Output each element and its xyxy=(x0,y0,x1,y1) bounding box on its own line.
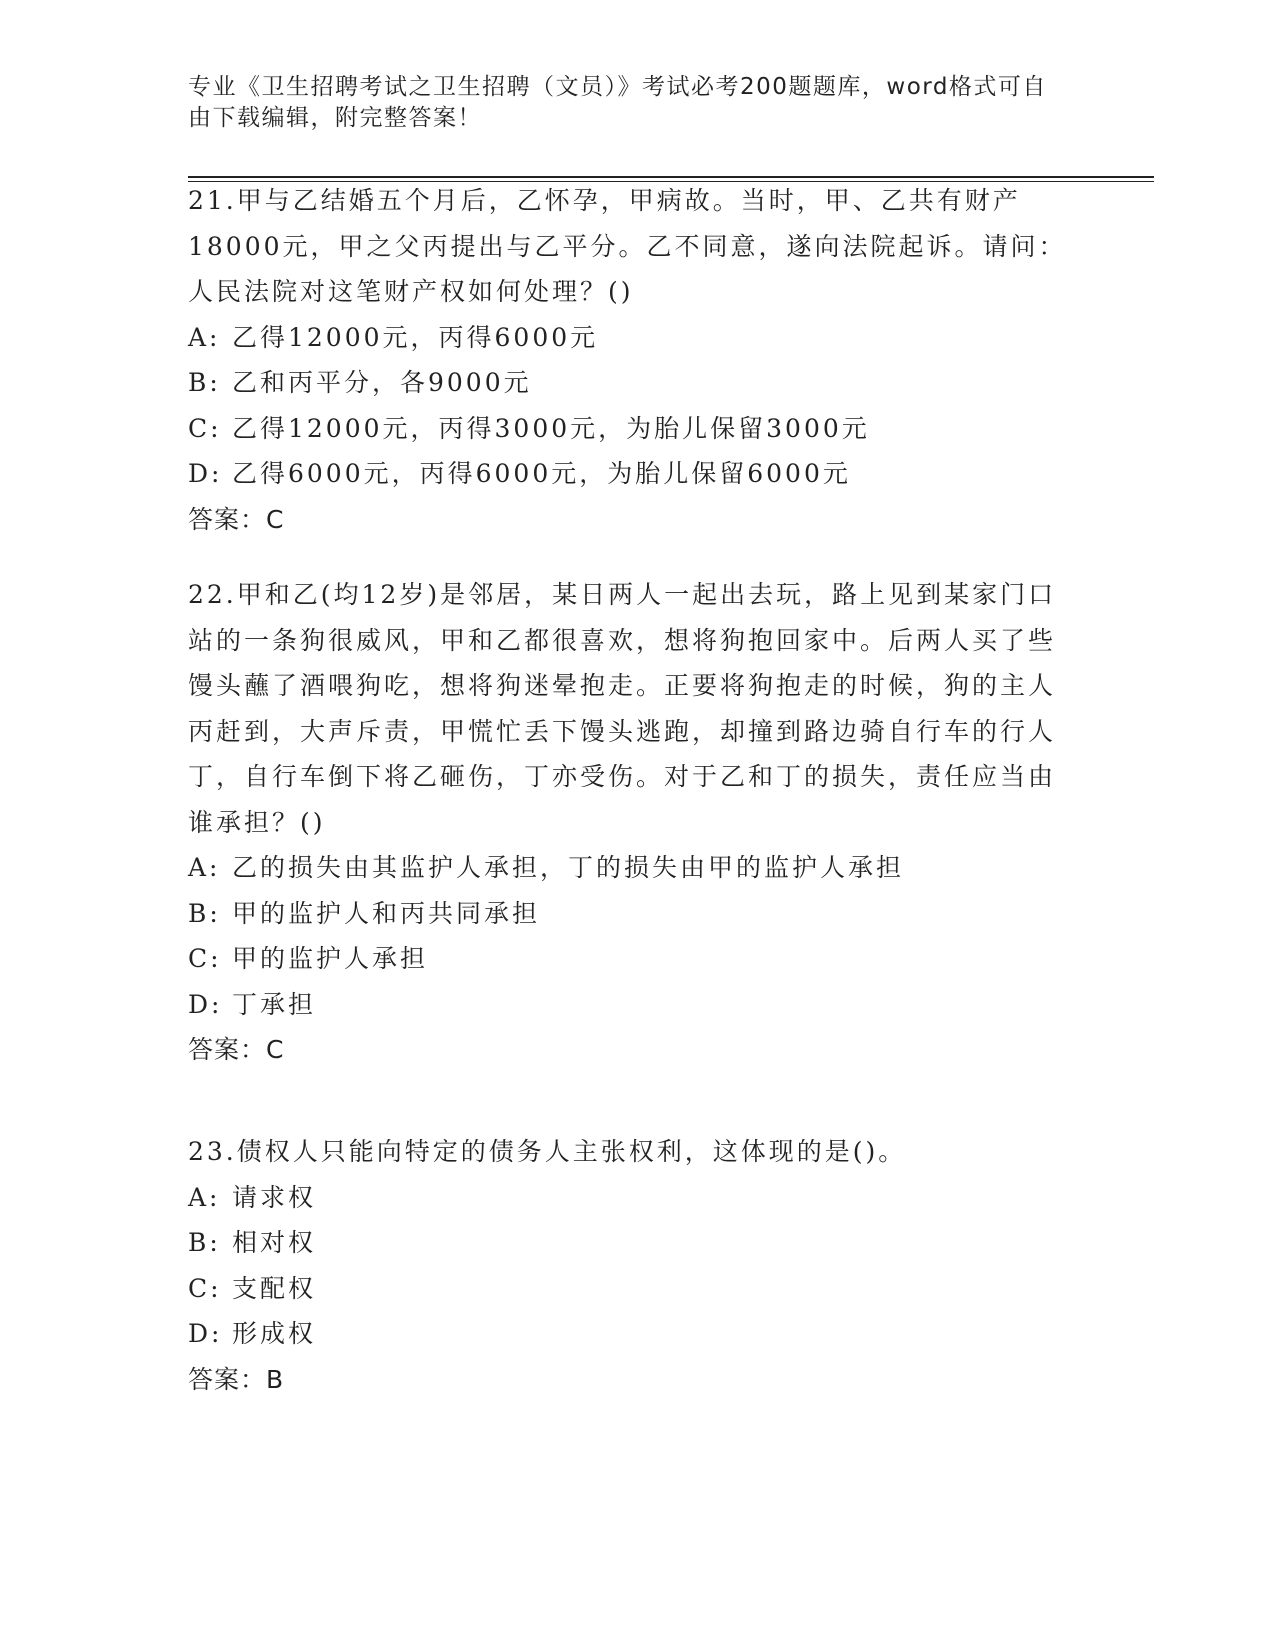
option-text: 请求权 xyxy=(232,1182,317,1212)
option-text: 丁承担 xyxy=(232,989,317,1019)
option-text: 乙的损失由其监护人承担，丁的损失由甲的监护人承担 xyxy=(232,853,905,882)
option-key: C: xyxy=(188,413,222,443)
option-text: 形成权 xyxy=(232,1319,317,1348)
question-stem: 22.甲和乙(均12岁)是邻居，某日两人一起出去玩，路上见到某家门口站的一条狗很威风，甲和乙都很喜欢，想将狗抱回家中。后两人买了些馒头蘸了酒喂狗吃，想将狗迷晕抱走。正要将狗抱走的时候，狗的主人丙赶到，大声斥责，甲慌忙丢下馒头逃跑，却撞到路边骑自行车的行人丁，自行车倒下将乙砸伤，丁亦受伤。对于乙和丁的损失，责任应当由谁承担？() xyxy=(188,580,1057,837)
document-header: 专业《卫生招聘考试之卫生招聘（文员）》考试必考200题题库，word格式可自由下载编辑，附完整答案！ xyxy=(188,74,1047,131)
question-22 xyxy=(188,572,1068,1073)
answer: 答案：C xyxy=(188,1035,285,1064)
option-text: 相对权 xyxy=(232,1228,317,1257)
option-key: D: xyxy=(188,989,223,1019)
question-stem: 21.甲与乙结婚五个月后，乙怀孕，甲病故。当时，甲、乙共有财产18000元，甲之父丙提出与乙平分。乙不同意，遂向法院起诉。请问：人民法院对这笔财产权如何处理？() xyxy=(188,186,1067,306)
option-key: C: xyxy=(188,1273,222,1303)
option-text: 甲的监护人承担 xyxy=(232,944,429,973)
option-b xyxy=(188,891,1068,937)
option-d xyxy=(188,451,1068,497)
question-23 xyxy=(188,1129,1068,1402)
option-key: D: xyxy=(188,1319,223,1348)
option-b xyxy=(188,360,1068,406)
option-text: 乙和丙平分，各9000元 xyxy=(232,368,532,397)
option-key: A: xyxy=(188,322,221,352)
option-d xyxy=(188,982,1068,1028)
question-stem: 23.债权人只能向特定的债务人主张权利，这体现的是()。 xyxy=(188,1137,907,1166)
option-text: 甲的监护人和丙共同承担 xyxy=(232,898,541,928)
option-key: B: xyxy=(188,898,221,928)
answer: 答案：B xyxy=(188,1364,285,1394)
option-key: A: xyxy=(188,853,221,882)
question-21 xyxy=(188,178,1068,542)
option-text: 乙得12000元，丙得3000元，为胎儿保留3000元 xyxy=(232,413,870,443)
option-a xyxy=(188,1175,1068,1221)
option-key: B: xyxy=(188,1228,221,1257)
option-a xyxy=(188,845,1068,891)
option-text: 乙得12000元，丙得6000元 xyxy=(232,322,599,352)
option-c xyxy=(188,406,1068,452)
option-c xyxy=(188,1266,1068,1312)
option-key: C: xyxy=(188,944,222,973)
option-b xyxy=(188,1220,1068,1266)
option-a xyxy=(188,315,1068,361)
option-key: D: xyxy=(188,459,223,488)
option-text: 乙得6000元，丙得6000元，为胎儿保留6000元 xyxy=(232,459,851,488)
option-c xyxy=(188,936,1068,982)
option-key: B: xyxy=(188,368,221,397)
answer: 答案：C xyxy=(188,504,285,534)
option-d xyxy=(188,1311,1068,1357)
option-key: A: xyxy=(188,1182,221,1212)
option-text: 支配权 xyxy=(232,1273,317,1303)
